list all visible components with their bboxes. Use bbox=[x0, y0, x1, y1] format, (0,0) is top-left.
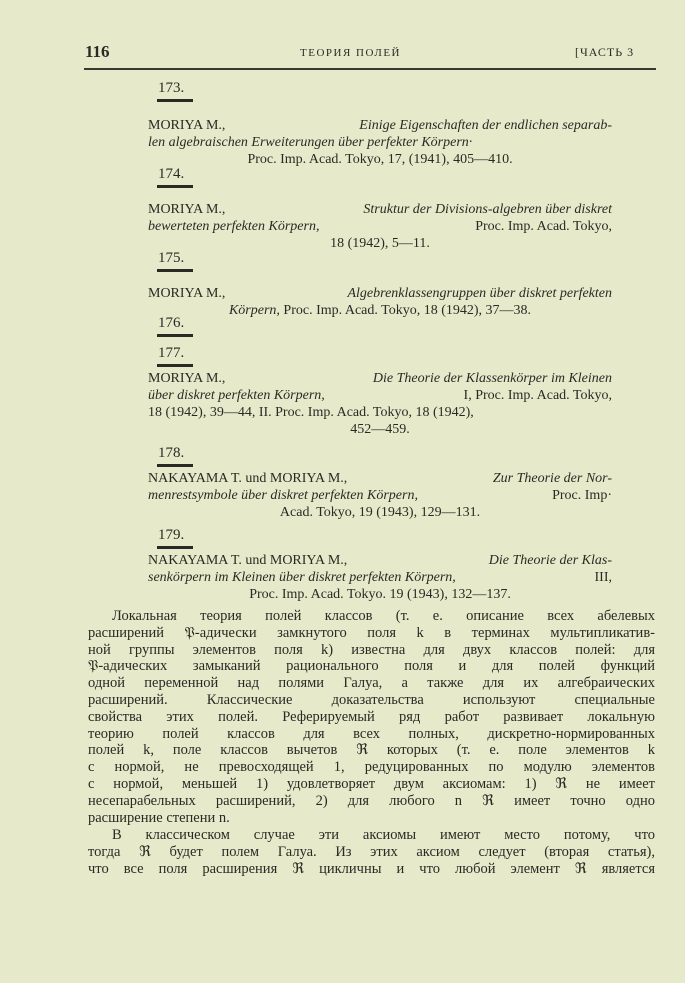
reference-title-text: Algebrenklassengruppen über diskret perfekten bbox=[347, 286, 612, 301]
reference-title-text: len algebraischen Erweiterungen über perfekter Körpern· bbox=[148, 135, 473, 150]
body-line: с нормой, меньшей 1) удовлетворяет двум аксиомам: 1) ℜ не имеет bbox=[88, 776, 655, 792]
reference-title-text: Einige Eigenschaften der endlichen separab- bbox=[359, 118, 612, 133]
body-line: Локальная теория полей классов (т. е. описание всех абелевых bbox=[112, 608, 655, 624]
reference-title-text: bewerteten perfekten Körpern, bbox=[148, 219, 320, 234]
reference-text: I, Proc. Imp. Acad. Tokyo, bbox=[460, 388, 612, 403]
reference-text: Proc. Imp. Acad. Tokyo. 19 (1943), 132—137. bbox=[249, 587, 511, 602]
body-line: расширений 𝔓-адически замкнутого поля k в терминах мультипликатив- bbox=[88, 624, 655, 641]
reference-text: Proc. Imp. Acad. Tokyo, 17, (1941), 405—410. bbox=[247, 152, 513, 167]
body-line: несепарабельных расширений, 2) для любого n ℜ имеет точно одно bbox=[88, 792, 655, 809]
body-line: ной группы элементов поля k) известна для двух классов полей: для bbox=[88, 641, 655, 658]
reference-text: III, bbox=[591, 570, 612, 585]
reference-title-text: Körpern, bbox=[228, 303, 280, 318]
reference-line bbox=[148, 586, 612, 603]
body-line: тогда ℜ будет полем Галуа. Из этих аксиом следует (вторая статья), bbox=[88, 844, 655, 861]
reference-text: 18 (1942), 39—44, II. Proc. Imp. Acad. Tokyo, 18 (1942), bbox=[148, 405, 474, 420]
reference-number: 177. bbox=[158, 345, 185, 361]
reference-number: 176. bbox=[158, 315, 185, 331]
reference-text: Proc. Imp· bbox=[548, 488, 612, 503]
reference-line bbox=[148, 470, 612, 487]
part-label: [ЧАСТЬ 3 bbox=[575, 45, 635, 59]
reference-line bbox=[148, 421, 612, 438]
reference-text: MORIYA M., bbox=[148, 202, 229, 217]
reference-text: MORIYA M., bbox=[148, 371, 229, 386]
page-number: 116 bbox=[85, 42, 110, 61]
reference-line bbox=[148, 235, 612, 252]
reference-number: 179. bbox=[158, 527, 185, 543]
body-line: полей k, поле классов вычетов ℜ которых (т. е. поле элементов k bbox=[88, 742, 655, 759]
reference-text: NAKAYAMA T. und MORIYA M., bbox=[148, 471, 351, 486]
reference-title-text: über diskret perfekten Körpern, bbox=[148, 388, 325, 403]
reference-text: MORIYA M., bbox=[148, 118, 229, 133]
reference-text: Proc. Imp. Acad. Tokyo, 18 (1942), 37—38. bbox=[279, 303, 532, 318]
body-line: одной переменной над полями Галуа, а также для их алгебраических bbox=[88, 675, 655, 692]
reference-line bbox=[148, 487, 612, 504]
reference-line bbox=[148, 370, 612, 387]
body-line: что все поля расширения ℜ цикличны и что любой элемент ℜ является bbox=[88, 861, 655, 877]
reference-line bbox=[148, 504, 612, 521]
reference-line bbox=[148, 285, 612, 302]
reference-title-text: Die Theorie der Klas- bbox=[488, 553, 612, 568]
body-line: свойства этих полей. Реферируемый ряд работ развивает локальную bbox=[88, 708, 655, 725]
reference-text: 452—459. bbox=[350, 422, 410, 437]
reference-number: 175. bbox=[158, 250, 185, 266]
reference-text: 18 (1942), 5—11. bbox=[330, 236, 430, 251]
reference-title-text: menrestsymbole über diskret perfekten Körpern, bbox=[148, 488, 418, 503]
body-line: с нормой, не превосходящей 1, редуцированных по модулю элементов bbox=[88, 759, 655, 776]
reference-title-text: Zur Theorie der Nor- bbox=[492, 471, 612, 486]
reference-number-underline bbox=[157, 99, 193, 102]
body-line: 𝔓-адических замыканий рационального поля и для полей функций bbox=[88, 658, 655, 675]
reference-line bbox=[148, 387, 612, 404]
reference-number-underline bbox=[157, 546, 193, 549]
reference-title-text: Die Theorie der Klassenkörper im Kleinen bbox=[372, 371, 612, 386]
reference-number-underline bbox=[157, 334, 193, 337]
reference-number-underline bbox=[157, 464, 193, 467]
reference-line bbox=[148, 552, 612, 569]
body-line: теорию полей классов для всех полных, дискретно-нормированных bbox=[88, 725, 655, 742]
reference-line bbox=[148, 302, 612, 319]
reference-line bbox=[148, 569, 612, 586]
reference-text: MORIYA M., bbox=[148, 286, 229, 301]
reference-number-underline bbox=[157, 269, 193, 272]
reference-text: NAKAYAMA T. und MORIYA M., bbox=[148, 553, 351, 568]
body-line: В классическом случае эти аксиомы имеют место потому, что bbox=[112, 827, 655, 844]
reference-line bbox=[148, 404, 612, 421]
reference-number-underline bbox=[157, 185, 193, 188]
reference-line bbox=[148, 201, 612, 218]
header-rule bbox=[84, 68, 656, 70]
reference-line bbox=[148, 134, 612, 151]
body-line: расширений. Классические доказательства используют специальные bbox=[88, 692, 655, 708]
reference-line bbox=[148, 218, 612, 235]
reference-number: 174. bbox=[158, 166, 185, 182]
reference-number: 173. bbox=[158, 80, 185, 96]
reference-number: 178. bbox=[158, 445, 185, 461]
reference-title-text: Struktur der Divisions-algebren über diskret bbox=[363, 202, 612, 217]
reference-title-text: senkörpern im Kleinen über diskret perfekten Körpern, bbox=[148, 570, 456, 585]
reference-line bbox=[148, 117, 612, 134]
body-line: расширение степени n. bbox=[88, 809, 230, 826]
reference-text: Proc. Imp. Acad. Tokyo, bbox=[471, 219, 612, 234]
running-title: ТЕОРИЯ ПОЛЕЙ bbox=[300, 47, 401, 59]
reference-number-underline bbox=[157, 364, 193, 367]
reference-line bbox=[148, 151, 612, 168]
reference-text: Acad. Tokyo, 19 (1943), 129—131. bbox=[279, 505, 481, 520]
